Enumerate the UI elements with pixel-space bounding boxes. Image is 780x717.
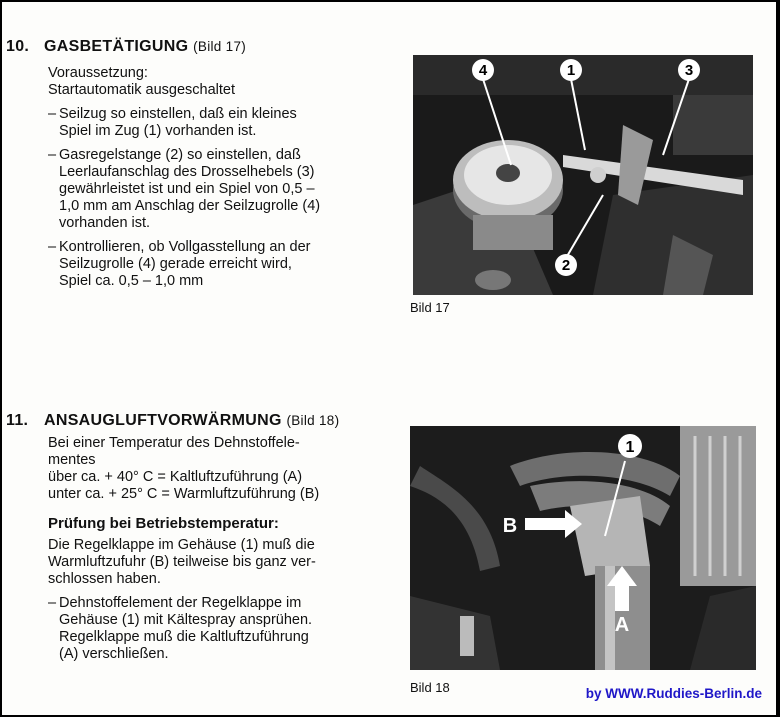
figure-17-caption: Bild 17 <box>410 300 450 315</box>
list-item: – Dehnstoffelement der Regelklappe im Gehäuse (1) mit Kältespray ansprühen. Regelklappe muß die Kaltluftzuführung (A) verschließen. <box>48 595 313 662</box>
section-11-heading <box>6 412 396 429</box>
section-number: 10. <box>6 38 30 55</box>
section-10-heading <box>6 38 396 55</box>
callout-1: 1 <box>566 62 576 79</box>
callout-2: 2 <box>561 257 571 274</box>
section-10 <box>6 38 396 297</box>
section-title: ANSAUGLUFTVORWÄRMUNG <box>44 412 282 429</box>
credit-link[interactable]: by WWW.Ruddies-Berlin.de <box>585 686 762 701</box>
list-item: – Gasregelstange (2) so einstellen, daß Leerlaufanschlag des Drosselhebels (3) gewährleistet ist und ein Spiel von 0,5 – 1,0 mm am Anschlag der Seilzugrolle (4) vorhanden ist. <box>48 147 321 231</box>
callout-A: A <box>614 614 630 636</box>
figure-18-photo <box>410 426 756 670</box>
figure-reference: (Bild 17) <box>193 39 247 54</box>
section-number: 11. <box>6 412 29 429</box>
prerequisite: Voraussetzung: Startautomatik ausgeschaltet <box>48 65 235 98</box>
section-11 <box>6 412 396 670</box>
figure-18-caption: Bild 18 <box>410 680 450 695</box>
figure-17-photo <box>413 55 753 295</box>
section-title: GASBETÄTIGUNG <box>44 38 189 55</box>
list-item: – Seilzug so einstellen, daß ein kleines Spiel im Zug (1) vorhanden ist. <box>48 106 297 139</box>
figure-reference: (Bild 18) <box>286 413 340 428</box>
callout-1: 1 <box>625 439 635 456</box>
manual-page <box>2 2 776 715</box>
paragraph: Die Regelklappe im Gehäuse (1) muß die Warmluftzufuhr (B) teilweise bis ganz ver- schlossen haben. <box>48 537 316 587</box>
callout-4: 4 <box>478 62 488 79</box>
list-item: – Kontrollieren, ob Vollgasstellung an der Seilzugrolle (4) gerade erreicht wird, Spiel ca. 0,5 – 1,0 mm <box>48 239 311 289</box>
callout-3: 3 <box>684 62 694 79</box>
callout-B: B <box>502 515 518 537</box>
subheading: Prüfung bei Betriebstemperatur: <box>48 515 279 532</box>
intro-paragraph: Bei einer Temperatur des Dehnstoffele- mentes über ca. + 40° C = Kaltluftzuführung (A) unter ca. + 25° C = Warmluftzuführung (B) <box>48 435 320 502</box>
